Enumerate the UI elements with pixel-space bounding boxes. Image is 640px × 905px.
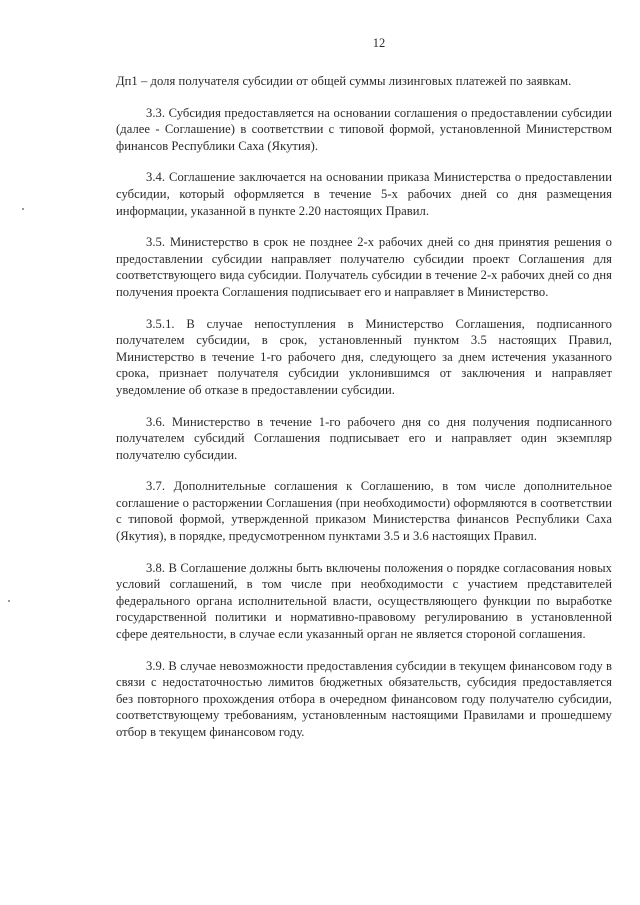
paragraph-3-3: 3.3. Субсидия предоставляется на основании соглашения о предоставлении субсидии (далее - Соглашение) в соответствии с типовой формой, установленной Министерством финансов Республики Саха (Якутия). [116,105,612,153]
page-number: 12 [372,36,386,50]
paragraph-dp1-definition: Дп1 – доля получателя субсидии от общей суммы лизинговых платежей по заявкам. [116,74,572,88]
paragraph-3-9: 3.9. В случае невозможности предоставления субсидии в текущем финансовом году в связи с недостаточностью лимитов бюджетных обязательств, субсидия предоставляется без повторного прохождения отбора в очередном финансовом году получателю субсидии, соответствующему требованиям, установленным настоящими Правилами и прошедшему отбор в текущем финансовом году. [116,658,612,739]
paragraph-3-4: 3.4. Соглашение заключается на основании приказа Министерства о предоставлении субсидии, который оформляется в течение 5-х рабочих дней со дня размещения информации, указанной в пункте 2.20 настоящих Правил. [116,170,612,218]
paragraph-3-6: 3.6. Министерство в течение 1-го рабочего дня со дня получения подписанного получателем субсидий Соглашения подписывает его и направляет один экземпляр получателю субсидии. [116,414,612,462]
scan-speck [22,208,24,210]
paragraph-3-7: 3.7. Дополнительные соглашения к Соглашению, в том числе дополнительное соглашение о расторжении Соглашения (при необходимости) оформляются в соответствии с типовой формой, утвержденной приказом Министерства финансов Республики Саха (Якутия), в порядке, предусмотренном пунктами 3.5 и 3.6 настоящих Правил. [116,479,612,544]
paragraph-3-5-1: 3.5.1. В случае непоступления в Министерство Соглашения, подписанного получателем субсидии, в срок, установленный пунктом 3.5 настоящих Правил, Министерство в течение 1-го рабочего дня, следующего за днем истечения указанного срока, признает получателя субсидии уклонившимся от заключения и направляет уведомление об отказе в предоставлении субсидии. [116,316,612,397]
paragraph-3-5: 3.5. Министерство в срок не позднее 2-х рабочих дней со дня принятия решения о предоставлении субсидии направляет получателю субсидии проект Соглашения для соответствующего вида субсидии. Получатель субсидии в течение 2-х рабочих дней со дня получения проекта Соглашения подписывает его и направляет в Министерство. [116,235,612,299]
scan-speck [8,600,10,602]
paragraph-3-8: 3.8. В Соглашение должны быть включены положения о порядке согласования новых условий соглашений, в том числе при необходимости с участием представителей федерального органа исполнительной власти, осуществляющего функции по выработке государственной политики и нормативно-правовому регулированию в установленной сфере деятельности, в случае если указанный орган не является стороной соглашения. [116,560,612,642]
